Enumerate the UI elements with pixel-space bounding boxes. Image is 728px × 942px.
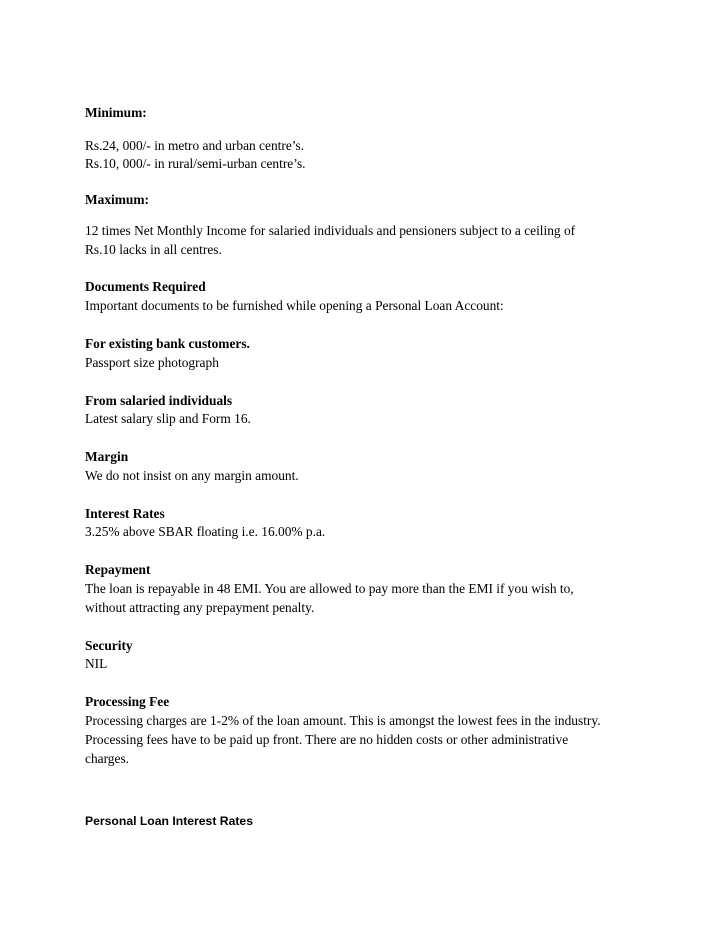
repayment-heading: Repayment xyxy=(85,562,151,577)
interest-rates-heading: Interest Rates xyxy=(85,506,165,521)
interest-rates-line-1: 3.25% above SBAR floating i.e. 16.00% p.a. xyxy=(85,524,326,539)
maximum-line-1: 12 times Net Monthly Income for salaried individuals and pensioners subject to a ceiling of xyxy=(85,223,576,238)
margin-heading: Margin xyxy=(85,449,129,464)
processing-fee-heading: Processing Fee xyxy=(85,694,170,709)
minimum-line-1: Rs.24, 000/- in metro and urban centre’s. xyxy=(85,138,305,153)
salaried-individuals-line-1: Latest salary slip and Form 16. xyxy=(85,411,251,426)
repayment-line-1: The loan is repayable in 48 EMI. You are allowed to pay more than the EMI if you wish to, xyxy=(85,581,574,596)
personal-loan-interest-rates-heading: Personal Loan Interest Rates xyxy=(85,814,253,828)
processing-fee-line-1: Processing charges are 1-2% of the loan amount. This is amongst the lowest fees in the industry. xyxy=(85,713,601,728)
margin-line-1: We do not insist on any margin amount. xyxy=(85,468,299,483)
maximum-line-2: Rs.10 lacks in all centres. xyxy=(85,242,222,257)
documents-required-line-1: Important documents to be furnished while opening a Personal Loan Account: xyxy=(85,298,504,313)
processing-fee-line-3: charges. xyxy=(85,751,129,766)
documents-required-heading: Documents Required xyxy=(85,279,206,294)
maximum-heading: Maximum: xyxy=(85,192,149,207)
existing-customers-line-1: Passport size photograph xyxy=(85,355,219,370)
security-line-1: NIL xyxy=(85,656,108,671)
salaried-individuals-heading: From salaried individuals xyxy=(85,393,233,408)
security-heading: Security xyxy=(85,638,133,653)
minimum-line-2: Rs.10, 000/- in rural/semi-urban centre’s. xyxy=(85,156,306,171)
existing-customers-heading: For existing bank customers. xyxy=(85,336,250,351)
repayment-line-2: without attracting any prepayment penalty. xyxy=(85,600,315,615)
processing-fee-line-2: Processing fees have to be paid up front. There are no hidden costs or other administrative xyxy=(85,732,569,747)
minimum-heading: Minimum: xyxy=(85,105,147,120)
